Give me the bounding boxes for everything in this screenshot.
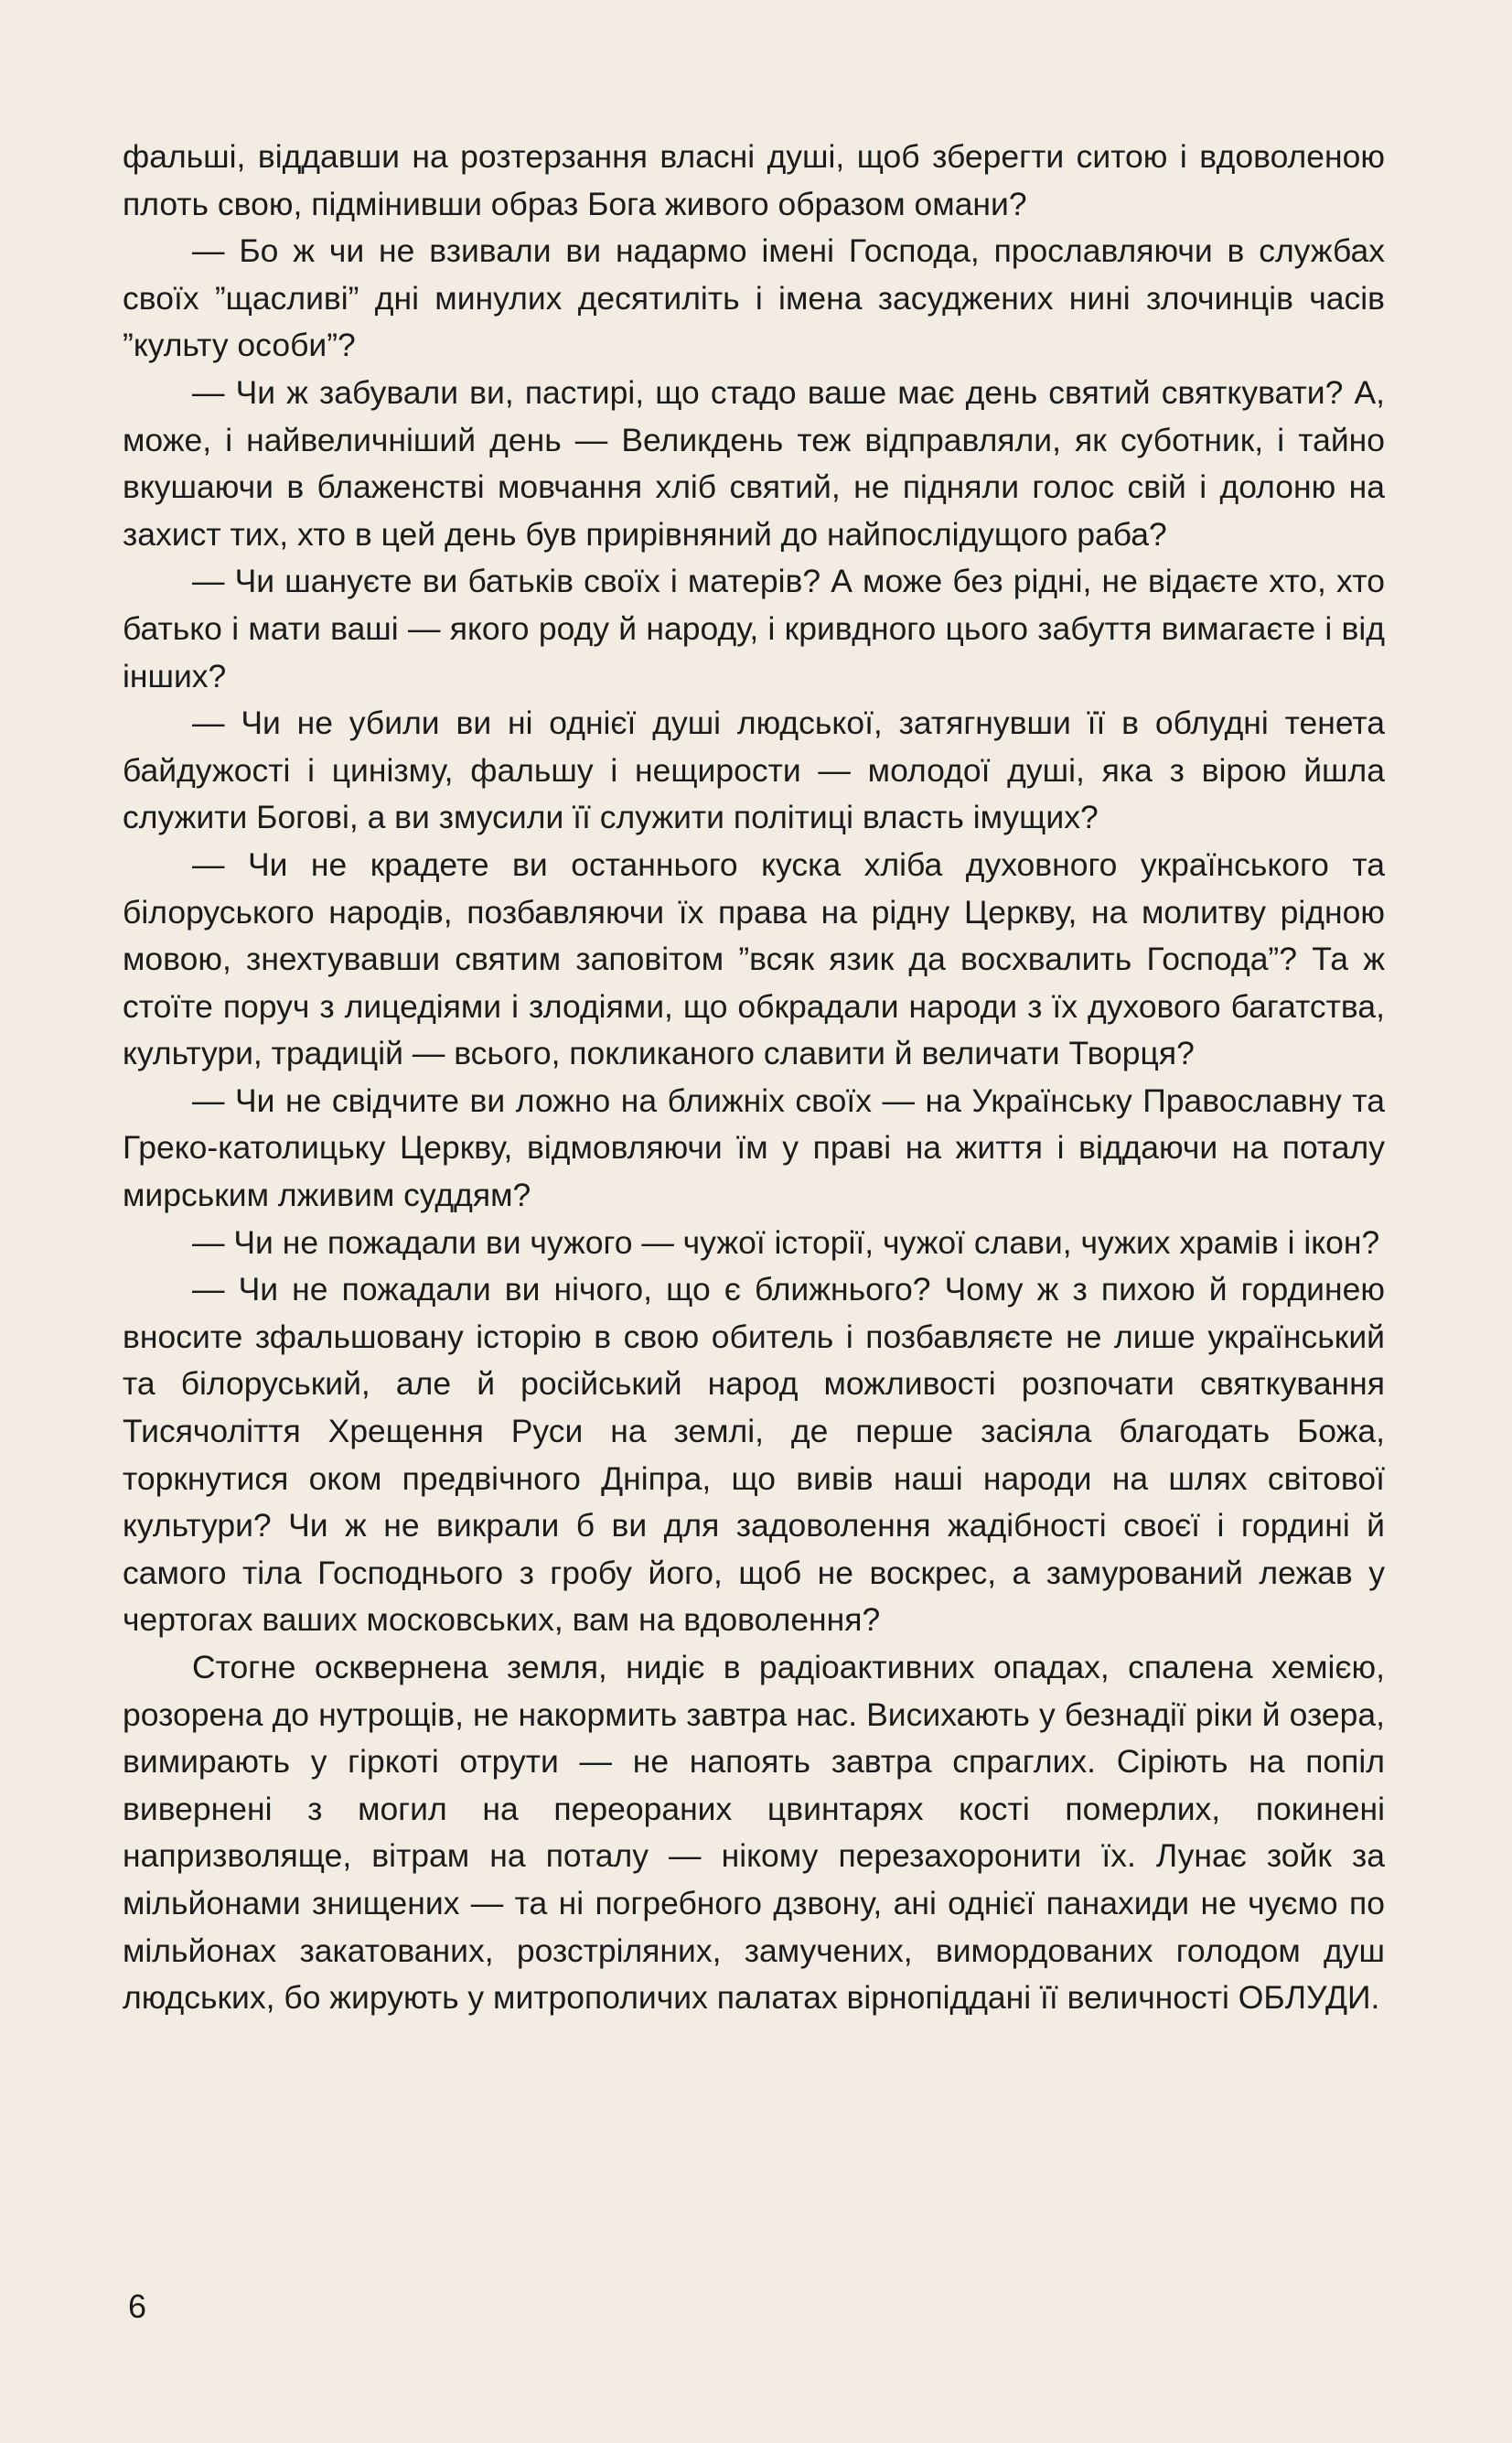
paragraph-honor-parents: — Чи шануєте ви батьків своїх і матерів? А може без рідні, не відаєте хто, хто батько і мати ваші — якого роду й народу, і кривдного цього забуття вимагаєте і від інших? <box>123 563 1385 694</box>
paragraph-name-in-vain: — Бо ж чи не взивали ви надармо імені Господа, прославляючи в службах своїх ”щасливі” дні минулих десятиліть і імена засуджених нині злочинців часів ”культу особи”? <box>123 232 1385 364</box>
page-number: 6 <box>128 2287 147 2325</box>
paragraph-holy-day: — Чи ж забували ви, пастирі, що стадо ваше має день святий святкувати? А, може, і найвеличніший день — Великдень теж відправляли, як суботник, і тайно вкушаючи в блаженстві мовчання хліб святий, не підняли голос свій і долоню на захист тих, хто в цей день був прирівняний до найпослідущого раба? <box>123 373 1385 553</box>
paragraph-false-witness: — Чи не свідчите ви ложно на ближніх своїх — на Українську Православну та Греко-католицьку Церкву, відмовляючи їм у праві на життя і віддаючи на поталу мирським лживим суддям? <box>123 1082 1385 1214</box>
paragraph-kill-soul: — Чи не убили ви ні однієї душі людської, затягнувши її в облудні тенета байдужості і цинізму, фальшу і нещирости — молодої душі, яка з вірою йшла служити Богові, а ви змусили її служити політиці власть імущих? <box>123 705 1385 836</box>
body-text <box>123 134 1385 2022</box>
paragraph-groaning-earth: Стогне осквернена земля, нидіє в радіоактивних опадах, спалена хемією, розорена до нутрощів, не накормить завтра нас. Висихають у безнадії ріки й озера, вимирають у гіркоті отрути — не напоять завтра спраглих. Сіріють на попіл вивернені з могил на переораних цвинтарях кості померлих, покинені напризволяще, вітрам на поталу — нікому перезахоронити їх. Лунає зойк за мільйонами знищених — та ні погребного дзвону, ані однієї панахиди не чуємо по мільйонах закатованих, розстріляних, замучених, вимордованих голодом душ людських, бо жирують у митрополичих палатах вірнопіддані її величності ОБЛУДИ. <box>123 1649 1385 2017</box>
paragraph-continuation: фальші, віддавши на розтерзання власні душі, щоб зберегти ситою і вдоволеною плоть свою, підмінивши образ Бога живого образом омани? <box>123 138 1385 222</box>
paragraph-steal-bread: — Чи не крадете ви останнього куска хліба духовного українського та білоруського народів, позбавляючи їх права на рідну Церкву, на молитву рідною мовою, знехтувавши святим заповітом ”всяк язик да восхвалить Господа”? Та ж стоїте поруч з лицедіями і злодіями, що обкрадали народи з їх духового багатства, культури, традицій — всього, покликаного славити й величати Творця? <box>123 845 1385 1072</box>
paragraph-covet-foreign: — Чи не пожадали ви чужого — чужої історії, чужої слави, чужих храмів і ікон? <box>192 1223 1380 1261</box>
paragraph-covet-neighbor: — Чи не пожадали ви нічого, що є ближнього? Чому ж з пихою й гординею вносите зфальшовану історію в свою обитель і позбавляєте не лише український та білоруський, але й російський народ можливості розпочати святкування Тисячоліття Хрещення Руси на землі, де перше засіяла благодать Божа, торкнутися оком предвічного Дніпра, що вивів наші народи на шлях світової культури? Чи ж не викрали б ви для задоволення жадібності своєї і гордині й самого тіла Господнього з гробу його, щоб не воскрес, а замурований лежав у чертогах ваших московських, вам на вдоволення? <box>123 1271 1385 1639</box>
